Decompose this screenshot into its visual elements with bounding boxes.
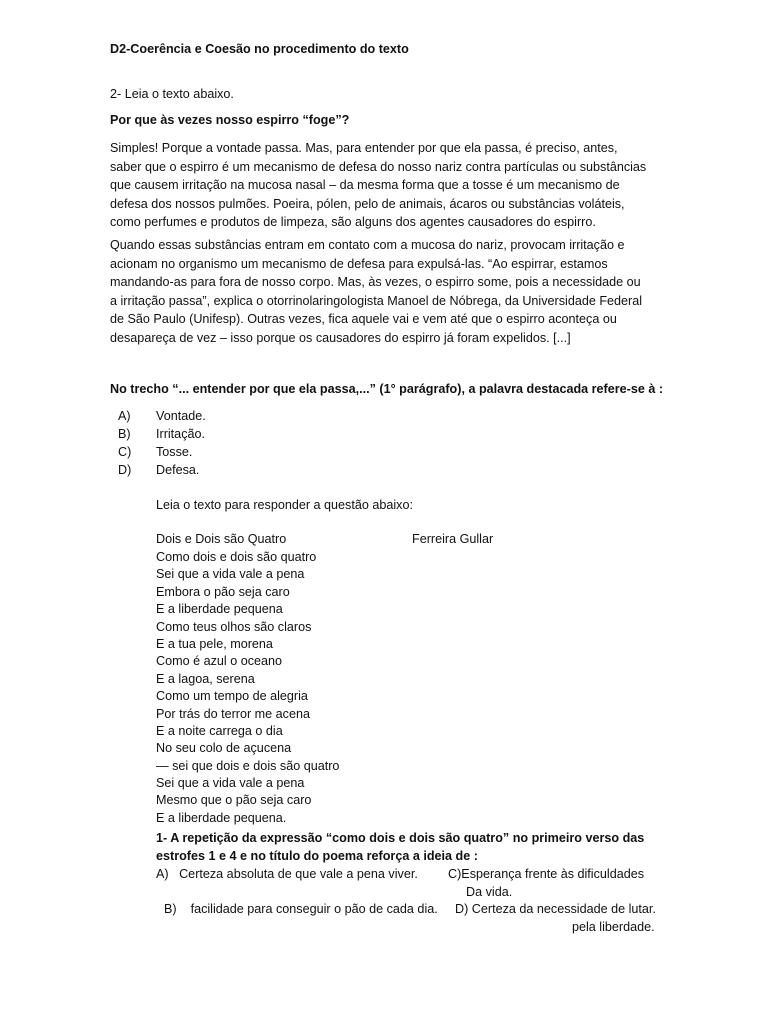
poem-line: E a tua pele, morena: [156, 636, 273, 651]
poem-line: Como um tempo de alegria: [156, 689, 308, 704]
answer-option: [118, 407, 206, 425]
answer-options-list: [118, 407, 206, 479]
option-text: Vontade.: [156, 409, 206, 423]
poem-line: E a lagoa, serena: [156, 671, 255, 686]
poem-option-c: C)Esperança frente às dificuldades: [448, 867, 645, 881]
poem-title: Dois e Dois são Quatro: [156, 532, 287, 546]
poem-line: Por trás do terror me acena: [156, 706, 310, 721]
option-letter: D): [118, 463, 132, 477]
poem-line: Como dois e dois são quatro: [156, 550, 317, 564]
poem-line: Sei que a vida vale a pena: [156, 567, 305, 582]
poem-option-b: B) facilidade para conseguir o pão de cada dia.: [164, 902, 438, 916]
option-letter: A): [118, 409, 131, 423]
option-letter: B): [118, 427, 131, 441]
poem-question-line-2: estrofes 1 e 4 e no título do poema reforça a ideia de :: [156, 849, 478, 863]
poem-line: Como teus olhos são claros: [156, 619, 312, 634]
option-text: Tosse.: [156, 445, 193, 459]
poem-line: No seu colo de açucena: [156, 741, 292, 756]
poem-line: E a liberdade pequena: [156, 602, 283, 617]
text-paragraph-1: Simples! Porque a vontade passa. Mas, para entender por que ela passa, é preciso, antes, saber que o espirro é um mecanismo de defesa do nosso nariz contra partículas ou substâncias que causem irritação na mucosa nasal – da mesma forma que a tosse é um mecanismo de defesa dos nossos pulmões. Poeira, pólen, pelo de animais, ácaros ou substâncias voláteis, como perfumes e produtos de limpeza, são alguns dos agentes causadores do espirro.: [110, 141, 647, 230]
poem-question-line-1: 1- A repetição da expressão “como dois e dois são quatro” no primeiro verso das: [156, 831, 645, 845]
poem-option-a: A) Certeza absoluta de que vale a pena viver.: [156, 867, 418, 881]
text-paragraph-2: Quando essas substâncias entram em contato com a mucosa do nariz, provocam irritação e acionam no organismo um mecanismo de defesa para expulsá-las. “Ao espirrar, estamos mandando-as para fora de nosso corpo. Mas, às vezes, o espirro some, pois a necessidade ou a irritação passa”, explica o otorrinolaringologista Manoel de Nóbrega, da Universidade Federal de São Paulo (Unifesp). Outras vezes, fica aquele vai e vem até que o espirro aconteça ou desapareça de vez – isso porque os causadores do espirro já foram expelidos. [...]: [110, 238, 643, 345]
text-heading: Por que às vezes nosso espirro “foge”?: [110, 113, 350, 127]
poem-line: Embora o pão seja caro: [156, 584, 290, 599]
answer-option: [118, 443, 206, 461]
answer-option: [118, 461, 206, 479]
poem-option-d: D) Certeza da necessidade de lutar.: [455, 902, 656, 916]
poem-author: Ferreira Gullar: [412, 532, 494, 546]
poem-line: — sei que dois e dois são quatro: [156, 758, 340, 773]
poem-line: E a liberdade pequena.: [156, 810, 287, 825]
poem-option-c-continuation: Da vida.: [466, 885, 513, 899]
option-letter: C): [118, 445, 132, 459]
question-instruction: 2- Leia o texto abaixo.: [110, 87, 234, 101]
poem-body: [156, 549, 339, 827]
poem-line: E a noite carrega o dia: [156, 723, 283, 738]
option-text: Irritação.: [156, 427, 205, 441]
poem-line: Sei que a vida vale a pena: [156, 776, 305, 791]
poem-line: Mesmo que o pão seja caro: [156, 793, 312, 808]
question-prompt: No trecho “... entender por que ela passa,...” (1° parágrafo), a palavra destacada refere-se à :: [110, 382, 664, 396]
option-text: Defesa.: [156, 463, 200, 477]
page-title: D2-Coerência e Coesão no procedimento do texto: [110, 42, 409, 56]
poem-option-d-continuation: pela liberdade.: [572, 920, 655, 934]
poem-line: Como é azul o oceano: [156, 654, 283, 669]
answer-option: [118, 425, 206, 443]
poem-instruction: Leia o texto para responder a questão abaixo:: [156, 498, 413, 512]
